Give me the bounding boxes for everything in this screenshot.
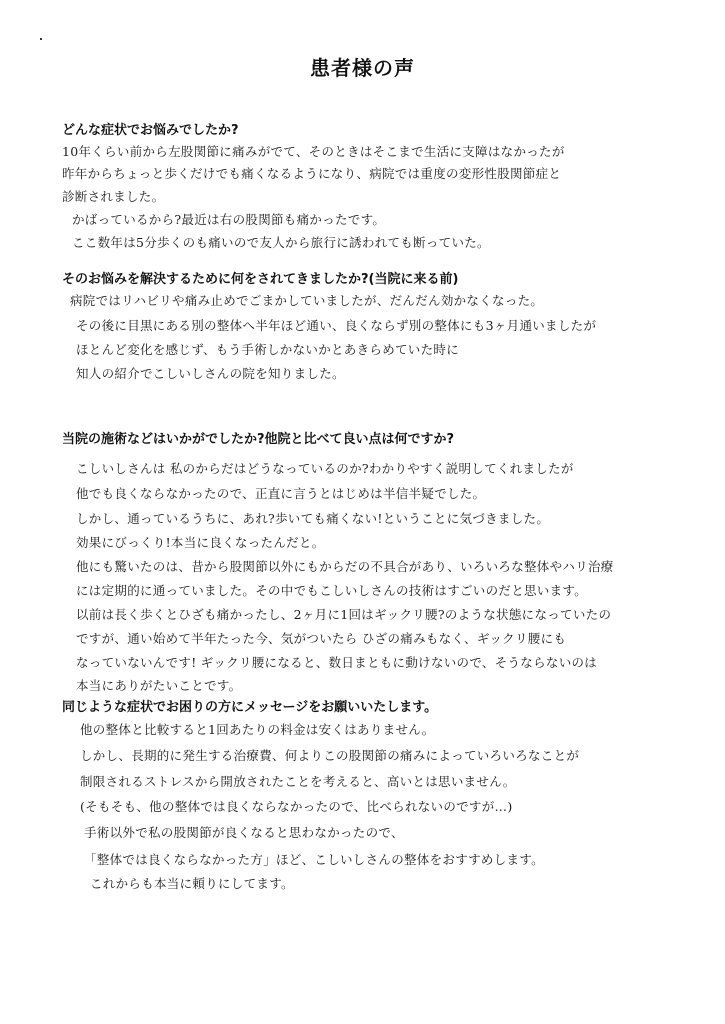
answer-line: 他でも良くならなかったので、正直に言うとはじめは半信半疑でした。 (76, 486, 486, 501)
question-symptoms: どんな症状でお悩みでしたか? (62, 123, 239, 138)
question-past-treatments: そのお悩みを解決するために何をされてきましたか?(当院に来る前) (62, 272, 459, 287)
answer-line: 手術以外で私の股関節が良くなると思わなかったので、 (84, 825, 404, 840)
answer-line: ほとんど変化を感じず、もう手術しかないかとあきらめていた時に (76, 342, 460, 357)
answer-line: 10年くらい前から左股関節に痛みがでて、そのときはそこまで生活に支障はなかったが (62, 144, 565, 159)
answer-line: こしいしさんは 私のからだはどうなっているのか?わかりやすく説明してくれましたが (76, 461, 574, 476)
answer-line: なっていないんです! ギックリ腰になると、数日まともに動けないので、そうならないのは (76, 655, 598, 670)
answer-line: 本当にありがたいことです。 (76, 678, 242, 693)
answer-line: 昨年からちょっと歩くだけでも痛くなるようになり、病院では重度の変形性股関節症と (62, 166, 562, 181)
answer-line: しかし、通っているうちに、あれ?歩いても痛くない!ということに気づきました。 (76, 511, 550, 526)
question-clinic-review: 当院の施術などはいかがでしたか?他院と比べて良い点は何ですか? (62, 432, 455, 447)
answer-line: 以前は長く歩くとひざも痛かったし、2ヶ月に1回はギックリ腰?のような状態になっていたの (76, 607, 612, 622)
answer-line: 知人の紹介でこしいしさんの院を知りました。 (76, 366, 345, 381)
question-message: 同じような症状でお困りの方にメッセージをお願いいたします。 (62, 700, 438, 715)
page-title: 患者様の声 (310, 56, 415, 80)
answer-line: しかし、長期的に発生する治療費、何よりこの股関節の痛みによっていろいろなことが (80, 748, 580, 763)
answer-line: かばっているから?最近は右の股関節も痛かったです。 (72, 212, 386, 227)
answer-line: 他にも驚いたのは、昔から股関節以外にもからだの不具合があり、いろいろな整体やハリ治療 (76, 559, 614, 574)
answer-line: 診断されました。 (62, 189, 165, 204)
answer-line: その後に目黒にある別の整体へ半年ほど通い、良くならず別の整体にも3ヶ月通いましたが (76, 318, 597, 333)
answer-line: 他の整体と比較すると1回あたりの料金は安くはありません。 (80, 722, 435, 737)
answer-line: 「整体では良くならなかった方」ほど、こしいしさんの整体をおすすめします。 (84, 852, 544, 867)
answer-line: 制限されるストレスから開放されたことを考えると、高いとは思いません。 (80, 774, 516, 789)
answer-line: これからも本当に頼りにしてます。 (90, 876, 294, 891)
answer-line: 病院ではリハビリや痛み止めでごまかしていましたが、だんだん効かなくなった。 (70, 293, 544, 308)
scan-mark (40, 38, 42, 40)
answer-line: ここ数年は5分歩くのも痛いので友人から旅行に誘われても断っていた。 (72, 235, 490, 250)
answer-line: ですが、通い始めて半年たった今、気がついたら ひざの痛みもなく、ギックリ腰にも (76, 631, 567, 646)
answer-line: (そもそも、他の整体では良くならなかったので、比べられないのですが…) (80, 799, 513, 814)
answer-line: 効果にびっくり!本当に良くなったんだと。 (76, 535, 325, 550)
answer-line: には定期的に通っていました。その中でもこしいしさんの技術はすごいのだと思います。 (76, 583, 588, 598)
